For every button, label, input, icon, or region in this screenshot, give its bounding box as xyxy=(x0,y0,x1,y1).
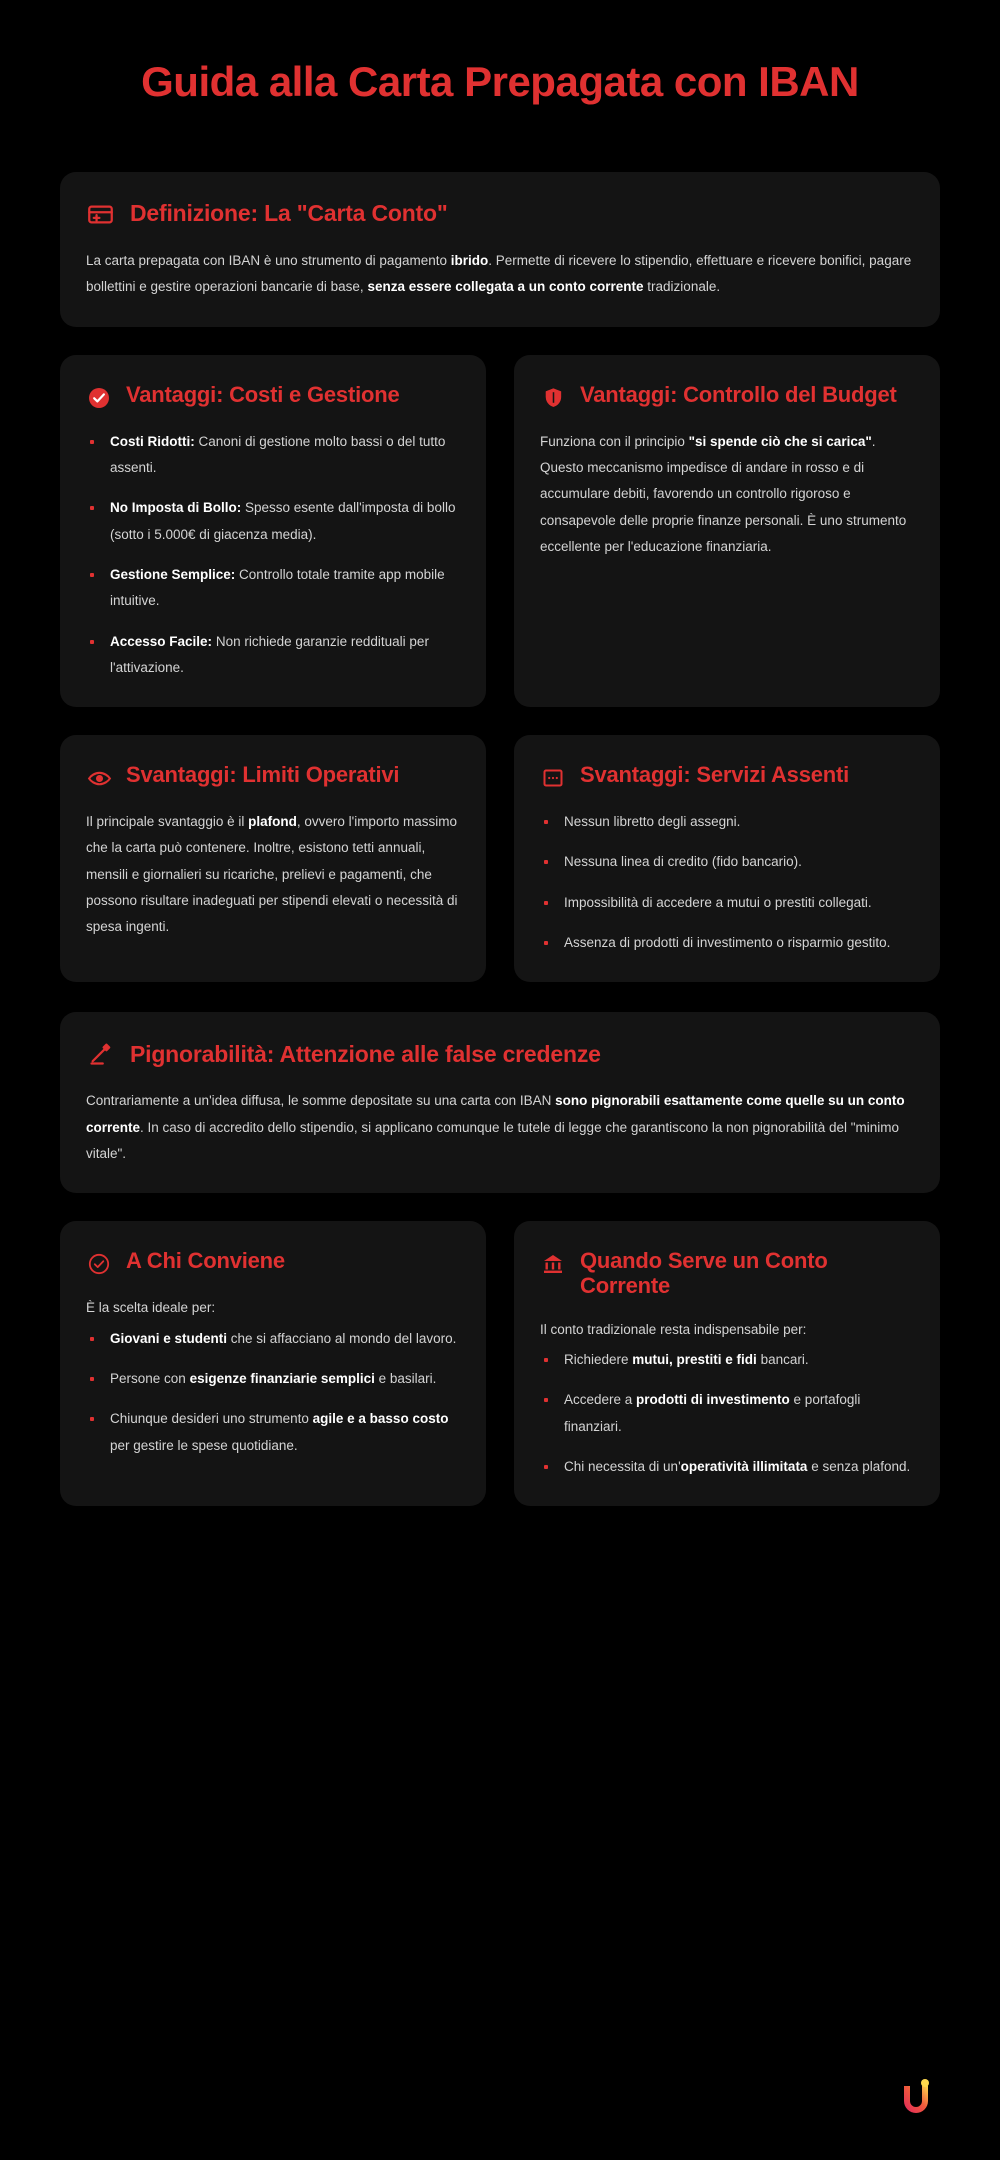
list-item: No Imposta di Bollo: Spesso esente dall'imposta di bollo (sotto i 5.000€ di giacenza media). xyxy=(86,495,460,548)
credit-card-plus-icon xyxy=(86,200,114,228)
seizability-card xyxy=(60,1012,940,1193)
disadvantages-services-heading: Svantaggi: Servizi Assenti xyxy=(580,762,850,788)
definition-paragraph: La carta prepagata con IBAN è uno strumento di pagamento ibrido. Permette di ricevere lo stipendio, effettuare e ricevere bonifici, pagare bollettini e gestire operazioni bancarie di base, senza essere collegata a un conto corrente tradizionale. xyxy=(86,253,912,295)
check-circle-outline-icon xyxy=(86,1251,112,1277)
bank-icon xyxy=(540,1251,566,1277)
list-item: Persone con esigenze finanziarie semplici e basilari. xyxy=(86,1366,460,1392)
disadvantages-services-list xyxy=(540,809,914,956)
advantages-budget-card xyxy=(514,355,940,708)
list-item: Accedere a prodotti di investimento e portafogli finanziari. xyxy=(540,1387,914,1440)
when-current-account-list xyxy=(540,1347,914,1480)
advantages-row xyxy=(60,355,940,708)
definition-heading: Definizione: La "Carta Conto" xyxy=(130,200,448,227)
card-header xyxy=(86,1249,460,1277)
page-title: Guida alla Carta Prepagata con IBAN xyxy=(141,58,859,105)
advantages-costs-card xyxy=(60,355,486,708)
advantages-costs-list xyxy=(86,429,460,682)
disadvantages-limits-paragraph: Il principale svantaggio è il plafond, ovvero l'importo massimo che la carta può contenere. Inoltre, esistono tetti annuali, mensili e giornalieri su ricariche, prelievi e pagamenti, che possono risultare inadeguati per stipendi elevati o necessità di spesa ingenti. xyxy=(86,814,458,935)
list-item: Richiedere mutui, prestiti e fidi bancari. xyxy=(540,1347,914,1373)
advantages-costs-heading: Vantaggi: Costi e Gestione xyxy=(126,381,400,407)
who-benefits-card xyxy=(60,1221,486,1506)
seizability-paragraph: Contrariamente a un'idea diffusa, le somme depositate su una carta con IBAN sono pignorabili esattamente come quelle su un conto corrente. In caso di accredito dello stipendio, si applicano comunque le tutele di legge che garantiscono la non pignorabilità del "minimo vitale". xyxy=(86,1093,905,1161)
list-item: Chi necessita di un'operatività illimitata e senza plafond. xyxy=(540,1454,914,1480)
list-item: Nessun libretto degli assegni. xyxy=(540,809,914,835)
list-item: Costi Ridotti: Canoni di gestione molto bassi o del tutto assenti. xyxy=(86,429,460,482)
who-benefits-list xyxy=(86,1326,460,1459)
when-current-account-heading: Quando Serve un Conto Corrente xyxy=(580,1248,828,1298)
when-current-account-lead: Il conto tradizionale resta indispensabile per: xyxy=(540,1321,807,1337)
brand-logo-icon xyxy=(892,2074,940,2122)
list-item: Chiunque desideri uno strumento agile e a basso costo per gestire le spese quotidiane. xyxy=(86,1406,460,1459)
list-item: Nessuna linea di credito (fido bancario). xyxy=(540,849,914,875)
card-header xyxy=(540,763,914,791)
advantages-budget-paragraph: Funziona con il principio "si spende ciò che si carica". Questo meccanismo impedisce di andare in rosso e di accumulare debiti, favorendo un controllo rigoroso e consapevole delle proprie finanze personali. È uno strumento eccellente per l'educazione finanziaria. xyxy=(540,433,907,554)
when-current-account-card xyxy=(514,1221,940,1506)
list-item: Impossibilità di accedere a mutui o prestiti collegati. xyxy=(540,890,914,916)
card-header xyxy=(540,1249,914,1298)
who-benefits-heading: A Chi Conviene xyxy=(126,1248,285,1274)
disadvantages-limits-card xyxy=(60,735,486,982)
disadvantages-row xyxy=(60,735,940,982)
seizability-heading: Pignorabilità: Attenzione alle false credenze xyxy=(130,1040,601,1067)
card-header xyxy=(540,383,914,411)
card-header xyxy=(86,200,914,228)
disadvantages-services-card xyxy=(514,735,940,982)
shield-icon xyxy=(540,385,566,411)
list-item: Gestione Semplice: Controllo totale tramite app mobile intuitive. xyxy=(86,562,460,615)
list-item: Giovani e studenti che si affacciano al mondo del lavoro. xyxy=(86,1326,460,1352)
advantages-budget-heading: Vantaggi: Controllo del Budget xyxy=(580,381,897,407)
card-header xyxy=(86,383,460,411)
disadvantages-limits-heading: Svantaggi: Limiti Operativi xyxy=(126,762,400,788)
card-header xyxy=(86,1040,914,1068)
who-benefits-lead: È la scelta ideale per: xyxy=(86,1300,216,1316)
gavel-icon xyxy=(86,1040,114,1068)
list-item: Accesso Facile: Non richiede garanzie reddituali per l'attivazione. xyxy=(86,629,460,682)
check-circle-icon xyxy=(86,385,112,411)
list-item: Assenza di prodotti di investimento o risparmio gestito. xyxy=(540,930,914,956)
conclusion-row xyxy=(60,1221,940,1506)
definition-card xyxy=(60,172,940,327)
eye-icon xyxy=(86,765,112,791)
no-services-icon xyxy=(540,765,566,791)
card-header xyxy=(86,763,460,791)
